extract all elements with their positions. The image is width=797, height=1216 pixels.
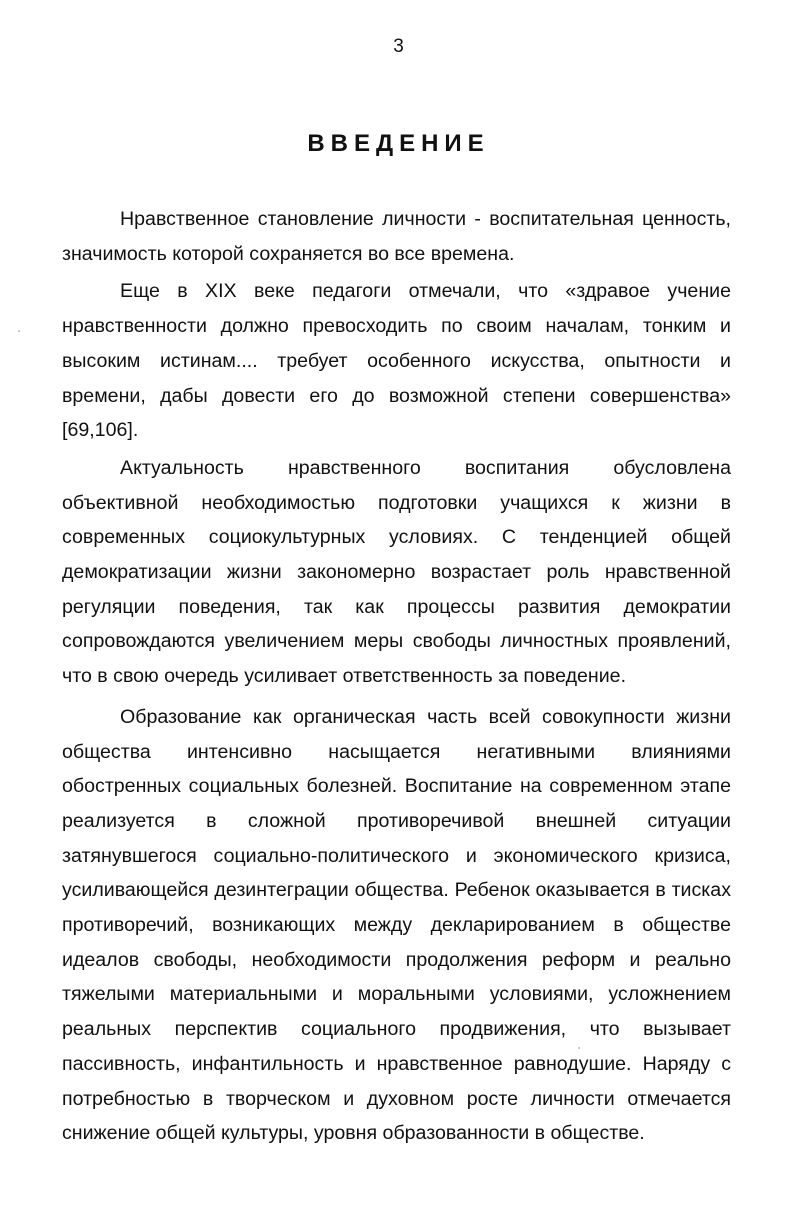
paragraph: Образование как органическая часть всей совокупности жизни общества интенсивно насыщается негативными влияниями обостренных социальных болезней. Воспитание на современном этапе реализуется в сложной противоречивой внешней ситуации затянувшегося социально-политического и экономического кризиса, усиливающейся дезинтеграции общества. Ребенок оказывается в тисках противоречий, возникающих между декларированием в обществе идеалов свободы, необходимости продолжения реформ и реально тяжелыми материальными и моральными условиями, усложнением реальных перспектив социального продвижения, что вызывает пассивность, инфантильность и нравственное равнодушие. Наряду с потребностью в творческом и духовном росте личности отмечается снижение общей культуры, уровня образованности в обществе. bbox=[62, 705, 731, 1145]
paragraph: Нравственное становление личности - воспитательная ценность, значимость которой сохраняется во все времена. bbox=[62, 208, 731, 265]
scan-speck bbox=[578, 1047, 580, 1049]
page-title: ВВЕДЕНИЕ bbox=[307, 130, 490, 157]
paragraph: Актуальность нравственного воспитания обусловлена объективной необходимостью подготовки учащихся к жизни в современных социокультурных условиях. С тенденцией общей демократизации жизни закономерно возрастает роль нравственной регуляции поведения, так как процессы развития демократии сопровождаются увеличением меры свободы личностных проявлений, что в свою очередь усиливает ответственность за поведение. bbox=[62, 456, 731, 688]
paragraph: Еще в XIX веке педагоги отмечали, что «здравое учение нравственности должно превосходить по своим началам, тонким и высоким истинам.... требует особенного искусства, опытности и времени, дабы довести его до возможной степени совершенства» [69,106]. bbox=[62, 280, 731, 442]
document-body bbox=[62, 202, 731, 1151]
scan-speck bbox=[18, 330, 20, 332]
page-number: 3 bbox=[393, 36, 404, 57]
